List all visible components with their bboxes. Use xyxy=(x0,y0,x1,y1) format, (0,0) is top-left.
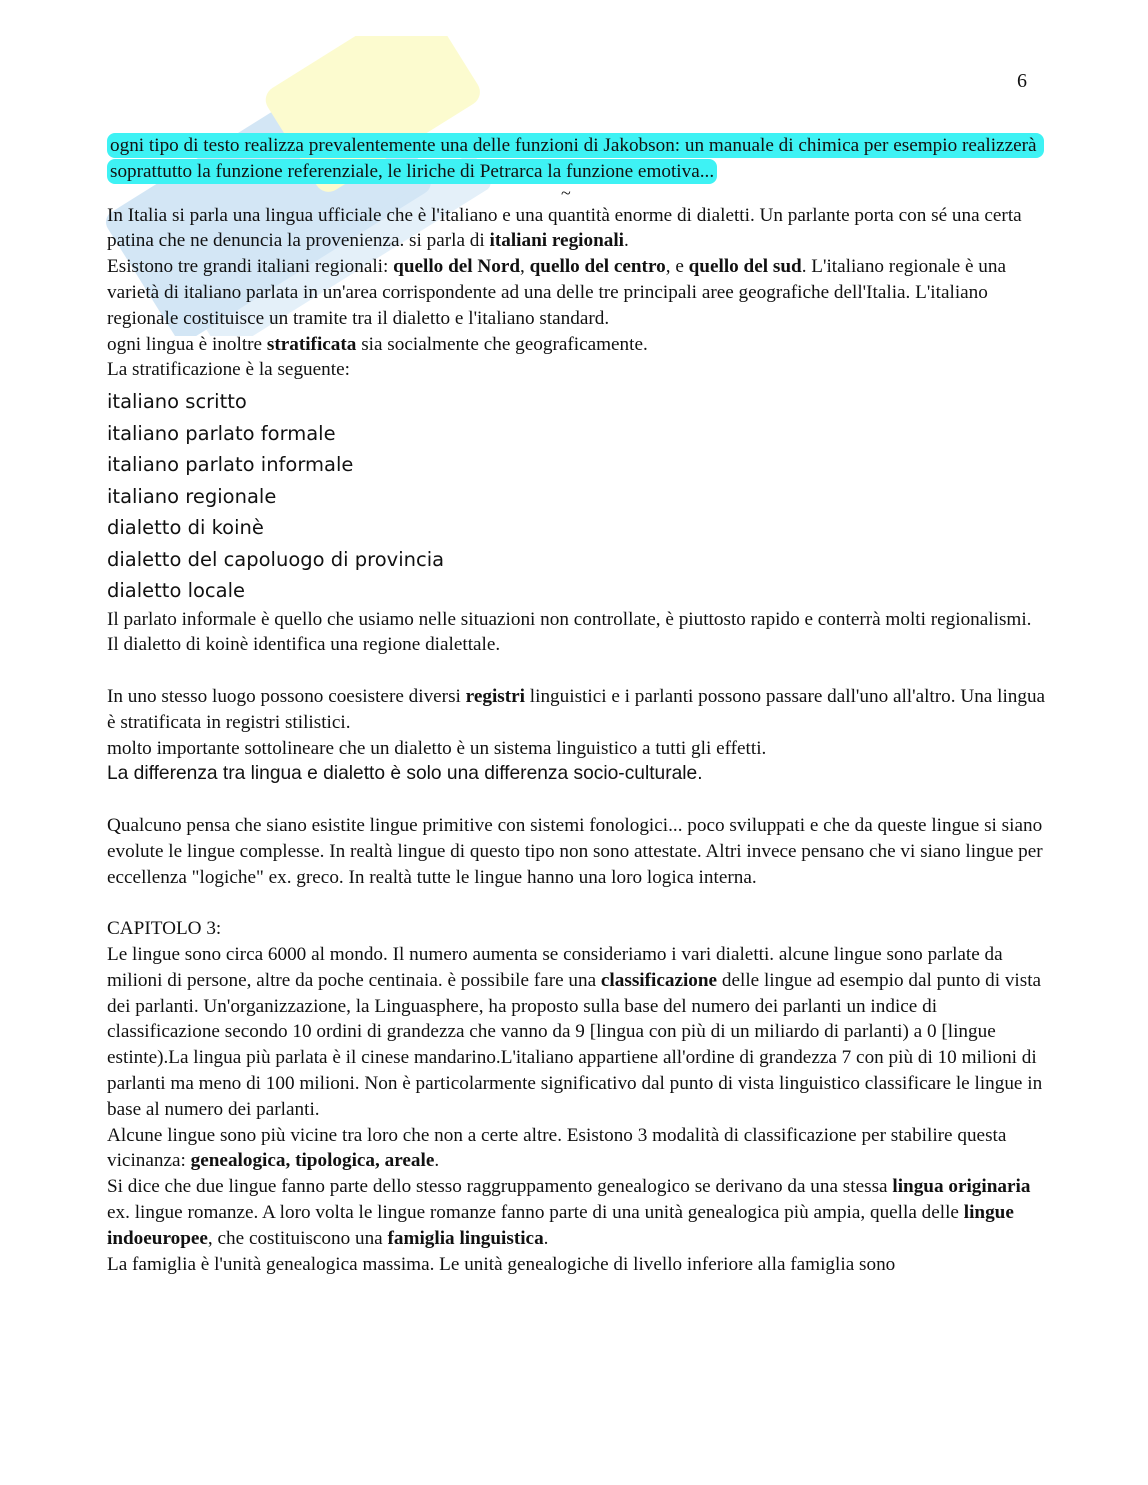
paragraph-famiglia: La famiglia è l'unità genealogica massima. Le unità genealogiche di livello inferiore alla famiglia sono xyxy=(107,1253,896,1275)
paragraph-modalita xyxy=(107,1123,1047,1175)
bold-term: quello del Nord xyxy=(393,256,521,278)
paragraph-dialetto-sistema: molto importante sottolineare che un dialetto è un sistema linguistico a tutti gli effetti. xyxy=(107,737,767,759)
spacer xyxy=(107,787,1047,813)
tilde-separator: ~ xyxy=(561,182,571,203)
bold-term: famiglia linguistica xyxy=(387,1227,544,1249)
paragraph-italia xyxy=(107,203,1047,255)
text-span: Alcune lingue sono più vicine tra loro che non a certe altre. Esistono 3 modalità di classificazione per stabilire questa vicinanza: xyxy=(107,1124,1012,1172)
bold-term: quello del sud xyxy=(688,256,802,278)
text-span: , che costituiscono una xyxy=(207,1227,388,1249)
text-span: Si dice che due lingue fanno parte dello stesso raggruppamento genealogico se derivano da una stessa xyxy=(107,1176,893,1198)
bold-term: stratificata xyxy=(266,333,357,355)
text-span: . xyxy=(434,1150,440,1172)
text-span: Le lingue sono circa 6000 al mondo. Il numero aumenta se consideriamo i vari dialetti. alcune lingue sono parlate da milioni di persone, altre da poche centinaia. è possibile fare una xyxy=(107,944,1008,991)
strata-item: italiano scritto xyxy=(107,390,247,414)
strata-item: dialetto locale xyxy=(107,579,246,603)
spacer xyxy=(107,890,1047,916)
page-number: 6 xyxy=(1017,70,1027,92)
bold-term: genealogica, tipologica, areale xyxy=(190,1150,435,1172)
text-span: , e xyxy=(665,256,689,278)
paragraph-genealogico xyxy=(107,1174,1047,1251)
paragraph-koine: Il dialetto di koinè identifica una regione dialettale. xyxy=(107,634,501,656)
bold-term: lingua originaria xyxy=(892,1176,1031,1198)
paragraph-lingue-primitive: Qualcuno pensa che siano esistite lingue primitive con sistemi fonologici... poco sviluppati e che da queste lingue si siano evolute le lingue complesse. In realtà lingue di questo tipo non sono attestate. Altri invece pensano che vi siano lingue per eccellenza "logiche" ex. greco. In realtà tutte le lingue hanno una loro logica interna. xyxy=(107,815,1048,888)
paragraph-italiani-regionali xyxy=(107,254,1047,331)
text-span: , xyxy=(520,256,530,278)
text-span: delle lingue ad esempio dal punto di vista dei parlanti. Un'organizzazione, la Linguasphere, ha proposto sulla base del numero dei parlanti un indice di classificazione secondo 10 ordini di grandezza che vanno da 9 [lingua con più di un miliardo di parlanti) a 0 [lingue estinte).La lingua più parlata è il cinese mandarino.L'italiano appartiene all'ordine di grandezza 7 con più di 10 milioni di parlanti ma meno di 100 milioni. Non è particolarmente significativo dal punto di vista linguistico classificare le lingue in base al numero dei parlanti. xyxy=(107,969,1047,1120)
text-span: linguistici e i parlanti possono passare dall'uno all'altro. Una lingua è stratificata in registri stilistici. xyxy=(107,686,1050,733)
paragraph-stratificata xyxy=(107,332,1047,358)
paragraph-parlato-informale: Il parlato informale è quello che usiamo nelle situazioni non controllate, è piuttosto rapido e conterrà molti regionalismi. xyxy=(107,608,1032,630)
text-span: ex. lingue romanze. A loro volta le lingue romanze fanno parte di una unità genealogica più ampia, quella delle xyxy=(107,1176,1036,1223)
text-span: . xyxy=(624,230,629,252)
text-span: . L'italiano regionale è una varietà di italiano parlata in un'area corrispondente ad una delle tre principali aree geografiche dell'Italia. L'italiano regionale costituisce un tramite tra il dialetto e l'italiano standard. xyxy=(107,256,1011,329)
strata-item: dialetto di koinè xyxy=(107,516,264,540)
bold-term: italiani regionali xyxy=(489,230,625,252)
paragraph-stratificazione-intro: La stratificazione è la seguente: xyxy=(107,359,350,381)
paragraph-differenza: La differenza tra lingua e dialetto è solo una differenza socio-culturale. xyxy=(107,763,703,785)
spacer xyxy=(107,658,1047,684)
text-span: Esistono tre grandi italiani regionali: xyxy=(107,256,394,278)
strata-item: italiano parlato informale xyxy=(107,453,354,477)
highlighted-paragraph xyxy=(107,133,1047,185)
strata-item: italiano regionale xyxy=(107,484,277,508)
paragraph-classificazione xyxy=(107,942,1047,1123)
bold-term: registri xyxy=(465,686,525,708)
bold-term: classificazione xyxy=(600,969,718,991)
text-span: sia socialmente che geograficamente. xyxy=(356,333,648,355)
highlighted-text: ogni tipo di testo realizza prevalentemente una delle funzioni di Jakobson: un manuale di chimica per esempio realizzerà soprattutto la funzione referenziale, le liriche di Petrarca la funzione emotiva... xyxy=(107,133,1044,184)
strata-item: dialetto del capoluogo di provincia xyxy=(107,547,445,571)
text-span: . xyxy=(543,1227,549,1249)
bold-term: quello del centro xyxy=(529,256,666,278)
text-span: ogni lingua è inoltre xyxy=(107,333,267,355)
bold-term: lingue indoeuropee xyxy=(107,1202,1019,1249)
text-span: In Italia si parla una lingua ufficiale che è l'italiano e una quantità enorme di dialetti. Un parlante porta con sé una certa patina che ne denuncia la provenienza. si parla di xyxy=(107,204,1027,252)
paragraph-registri xyxy=(107,684,1050,736)
strata-list xyxy=(107,386,1047,607)
text-span: In uno stesso luogo possono coesistere diversi xyxy=(107,686,466,708)
strata-item: italiano parlato formale xyxy=(107,421,336,445)
document-body xyxy=(107,133,1050,1277)
chapter-heading: CAPITOLO 3: xyxy=(107,918,222,940)
